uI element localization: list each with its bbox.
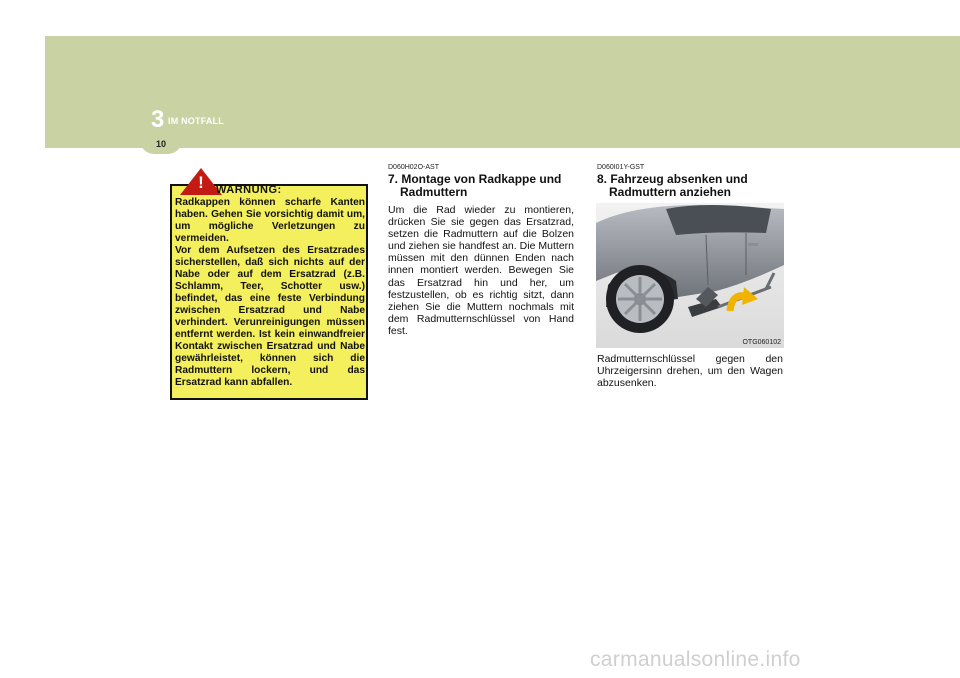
section7-code: D060H02O-AST (388, 164, 439, 171)
warning-title: WARNUNG: (216, 184, 282, 196)
photo-code: OTG060102 (742, 339, 781, 346)
section7-heading (388, 173, 578, 199)
chapter-number: 3 (151, 106, 165, 133)
warning-text (175, 197, 365, 389)
section8-heading (597, 173, 787, 199)
car-jack-photo (596, 203, 784, 348)
exclamation-icon: ! (198, 173, 204, 192)
car-lowering-illustration (596, 203, 784, 348)
section8-code: D060I01Y-GST (597, 164, 645, 171)
chapter-title: IM NOTFALL (168, 116, 224, 126)
page-number: 10 (155, 139, 166, 149)
section7-body: Um die Rad wieder zu montieren, drücken Sie sie gegen das Ersatzrad, setzen die Radmuttern auf die Bolzen und ziehen sie handfest an. Die Muttern müssen mit den dünnen Enden nach innen montiert werden. Bewegen Sie das Ersatzrad hin und her, um festzustellen, ob es richtig sitzt, dann ziehen Sie die Muttern nochmals mit dem Radmutternschlüssel von Hand fest. (388, 204, 574, 337)
section8-body: Radmutternschlüssel gegen den Uhrzeigersinn drehen, um den Wagen abzusenken. (597, 353, 783, 390)
warning-paragraph-1: Radkappen können scharfe Kanten haben. Gehen Sie vorsichtig damit um, um mögliche Verletzungen zu vermeiden. (175, 197, 365, 244)
header-band (45, 36, 960, 148)
page-tab (140, 135, 182, 154)
section8-heading-line2: Radmuttern anziehen (609, 185, 732, 199)
section7-heading-line2: Radmuttern (400, 185, 468, 199)
section7-heading-line1: 7. Montage von Radkappe und (388, 172, 562, 186)
watermark: carmanualsonline.info (590, 648, 801, 671)
warning-paragraph-2: Vor dem Aufsetzen des Ersatzrades sicherstellen, daß sich nichts auf der Nabe oder auf dem Ersatzrad (z.B. Schlamm, Teer, Schotter usw.) befindet, das eine feste Verbindung zwischen Ersatzrad und Nabe verhindert. Verunreinigungen müssen entfernt werden. Ist kein einwandfreier Kontakt zwischen Ersatzrad und Nabe gewährleistet, können sich die Radmuttern lockern, und das Ersatzrad kann abfallen. (175, 245, 365, 388)
section8-heading-line1: 8. Fahrzeug absenken und (597, 172, 748, 186)
